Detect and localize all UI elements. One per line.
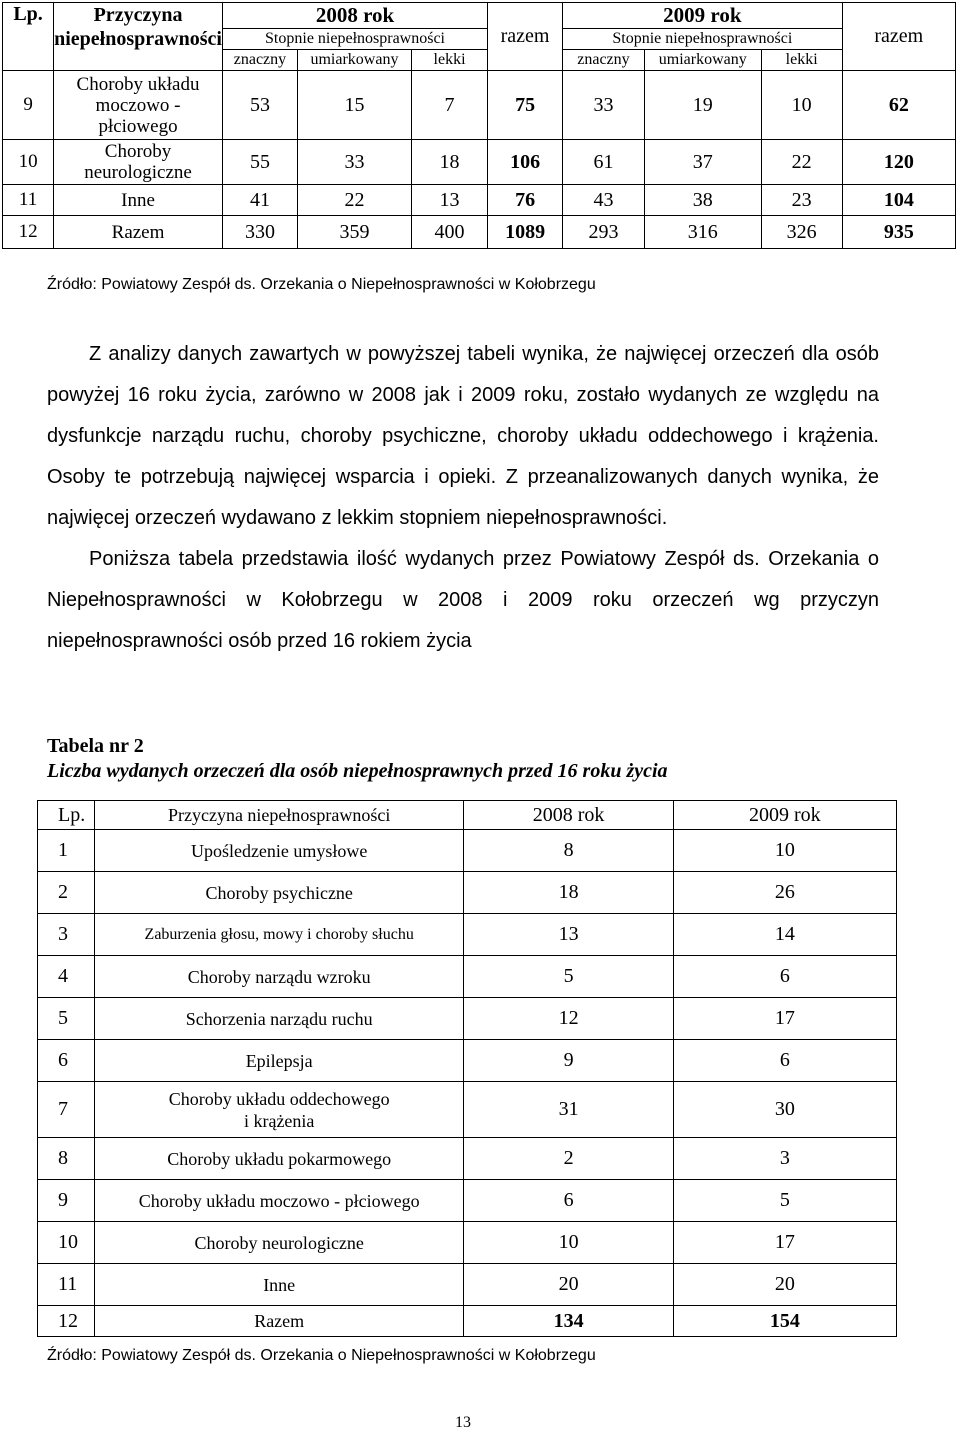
row-lp: 9 bbox=[38, 1180, 95, 1222]
cell: 33 bbox=[298, 140, 412, 185]
table-row bbox=[38, 1306, 897, 1337]
table1-source: Źródło: Powiatowy Zespół ds. Orzekania o Niepełnosprawności w Kołobrzegu bbox=[47, 276, 596, 293]
cell: 23 bbox=[761, 185, 842, 216]
cell-total: 120 bbox=[842, 140, 955, 185]
header-degrees-2008: Stopnie niepełnosprawności bbox=[222, 29, 487, 50]
header-cause: Przyczyna niepełnosprawności bbox=[54, 3, 223, 71]
row-lp: 10 bbox=[38, 1222, 95, 1264]
cell-2009: 5 bbox=[673, 1180, 896, 1222]
cell: 10 bbox=[761, 71, 842, 140]
page-number: 13 bbox=[455, 1414, 471, 1431]
cell: 359 bbox=[298, 216, 412, 249]
header-znaczny-2008: znaczny bbox=[222, 50, 297, 71]
cell: 18 bbox=[411, 140, 487, 185]
cell: 400 bbox=[411, 216, 487, 249]
row-lp: 4 bbox=[38, 956, 95, 998]
table-row bbox=[38, 1082, 897, 1138]
table-row bbox=[38, 1222, 897, 1264]
row-lp: 12 bbox=[38, 1306, 95, 1337]
table-row bbox=[3, 71, 956, 140]
header-lp: Lp. bbox=[3, 3, 54, 71]
cell-2009: 17 bbox=[673, 1222, 896, 1264]
row-lp: 9 bbox=[3, 71, 54, 140]
cell-2008: 18 bbox=[464, 872, 673, 914]
table-row bbox=[3, 216, 956, 249]
header-2008: 2008 rok bbox=[222, 3, 487, 29]
cell: 41 bbox=[222, 185, 297, 216]
row-cause: Choroby układu oddechowego i krążenia bbox=[94, 1082, 463, 1138]
row-cause: Choroby neurologiczne bbox=[94, 1222, 463, 1264]
table-row bbox=[38, 998, 897, 1040]
cell-total: 106 bbox=[488, 140, 563, 185]
cell-2009: 10 bbox=[673, 830, 896, 872]
cell-2008: 10 bbox=[464, 1222, 673, 1264]
row-lp: 11 bbox=[3, 185, 54, 216]
table-row bbox=[38, 830, 897, 872]
row-cause: Zaburzenia głosu, mowy i choroby słuchu bbox=[94, 914, 463, 956]
table-row bbox=[38, 872, 897, 914]
row-cause: Choroby neurologiczne bbox=[54, 140, 223, 185]
row-lp: 3 bbox=[38, 914, 95, 956]
row-lp: 6 bbox=[38, 1040, 95, 1082]
cell-total: 935 bbox=[842, 216, 955, 249]
row-cause: Inne bbox=[54, 185, 223, 216]
table-row bbox=[3, 140, 956, 185]
table-header-row bbox=[38, 801, 897, 830]
paragraph-2: Poniższa tabela przedstawia ilość wydanych przez Powiatowy Zespół ds. Orzekania o Niepełnosprawności w Kołobrzegu w 2008 i 2009 roku orzeczeń wg przyczyn niepełnosprawności osób przed 16 rokiem życia bbox=[47, 548, 879, 652]
table2-subtitle: Liczba wydanych orzeczeń dla osób niepełnosprawnych przed 16 roku życia bbox=[47, 760, 668, 782]
cell-2009-total: 154 bbox=[673, 1306, 896, 1337]
cell-2009: 3 bbox=[673, 1138, 896, 1180]
cell-total: 75 bbox=[488, 71, 563, 140]
cell-2008: 5 bbox=[464, 956, 673, 998]
header-znaczny-2009: znaczny bbox=[563, 50, 645, 71]
cell: 326 bbox=[761, 216, 842, 249]
row-lp: 1 bbox=[38, 830, 95, 872]
disability-table-over-16 bbox=[2, 2, 956, 249]
header-2008: 2008 rok bbox=[464, 801, 673, 830]
cell: 55 bbox=[222, 140, 297, 185]
table-row bbox=[3, 185, 956, 216]
table2-title: Tabela nr 2 bbox=[47, 735, 144, 757]
cell: 13 bbox=[411, 185, 487, 216]
cell: 38 bbox=[644, 185, 761, 216]
header-razem-2009: razem bbox=[842, 3, 955, 71]
cell-2008: 12 bbox=[464, 998, 673, 1040]
row-cause: Epilepsja bbox=[94, 1040, 463, 1082]
table2-source: Źródło: Powiatowy Zespół ds. Orzekania o Niepełnosprawności w Kołobrzegu bbox=[47, 1347, 596, 1364]
header-lp: Lp. bbox=[38, 801, 95, 830]
header-umiarkowany-2009: umiarkowany bbox=[644, 50, 761, 71]
cell: 7 bbox=[411, 71, 487, 140]
row-lp: 2 bbox=[38, 872, 95, 914]
cell-2008: 20 bbox=[464, 1264, 673, 1306]
row-cause: Choroby układu moczowo - płciowego bbox=[54, 71, 223, 140]
header-degrees-2009: Stopnie niepełnosprawności bbox=[563, 29, 843, 50]
header-2009: 2009 rok bbox=[563, 3, 843, 29]
cell-2008: 2 bbox=[464, 1138, 673, 1180]
row-lp: 11 bbox=[38, 1264, 95, 1306]
row-cause: Razem bbox=[94, 1306, 463, 1337]
row-cause: Razem bbox=[54, 216, 223, 249]
cell-total: 104 bbox=[842, 185, 955, 216]
row-cause: Choroby psychiczne bbox=[94, 872, 463, 914]
cell-2009: 26 bbox=[673, 872, 896, 914]
header-lekki-2009: lekki bbox=[761, 50, 842, 71]
row-cause: Inne bbox=[94, 1264, 463, 1306]
cell: 37 bbox=[644, 140, 761, 185]
cell: 22 bbox=[298, 185, 412, 216]
cell-2008: 31 bbox=[464, 1082, 673, 1138]
cell-total: 1089 bbox=[488, 216, 563, 249]
header-lekki-2008: lekki bbox=[411, 50, 487, 71]
row-lp: 8 bbox=[38, 1138, 95, 1180]
row-cause: Choroby układu moczowo - płciowego bbox=[94, 1180, 463, 1222]
cell-2008: 9 bbox=[464, 1040, 673, 1082]
table-row bbox=[38, 1040, 897, 1082]
cell-2009: 20 bbox=[673, 1264, 896, 1306]
row-lp: 5 bbox=[38, 998, 95, 1040]
row-cause: Choroby układu pokarmowego bbox=[94, 1138, 463, 1180]
cell: 43 bbox=[563, 185, 645, 216]
header-cause: Przyczyna niepełnosprawności bbox=[94, 801, 463, 830]
cell: 61 bbox=[563, 140, 645, 185]
cell-total: 76 bbox=[488, 185, 563, 216]
cell-total: 62 bbox=[842, 71, 955, 140]
table-row bbox=[38, 956, 897, 998]
cell: 330 bbox=[222, 216, 297, 249]
table-row bbox=[38, 1138, 897, 1180]
cell-2009: 17 bbox=[673, 998, 896, 1040]
row-cause: Schorzenia narządu ruchu bbox=[94, 998, 463, 1040]
cell-2008-total: 134 bbox=[464, 1306, 673, 1337]
disability-table-under-16 bbox=[37, 800, 897, 1337]
cell-2009: 6 bbox=[673, 1040, 896, 1082]
cell-2008: 8 bbox=[464, 830, 673, 872]
cell-2008: 6 bbox=[464, 1180, 673, 1222]
table-row bbox=[38, 1264, 897, 1306]
row-cause: Upośledzenie umysłowe bbox=[94, 830, 463, 872]
table-row bbox=[38, 914, 897, 956]
row-lp: 7 bbox=[38, 1082, 95, 1138]
table-row bbox=[38, 1180, 897, 1222]
cell-2009: 6 bbox=[673, 956, 896, 998]
cell: 22 bbox=[761, 140, 842, 185]
row-lp: 12 bbox=[3, 216, 54, 249]
cell: 293 bbox=[563, 216, 645, 249]
cell-2009: 30 bbox=[673, 1082, 896, 1138]
paragraph-1: Z analizy danych zawartych w powyższej tabeli wynika, że najwięcej orzeczeń dla osób powyżej 16 roku życia, zarówno w 2008 jak i 2009 roku, zostało wydanych ze względu na dysfunkcje narządu ruchu, choroby psychiczne, choroby układu oddechowego i krążenia. Osoby te potrzebują najwięcej wsparcia i opieki. Z przeanalizowanych danych wynika, że najwięcej orzeczeń wydawano z lekkim stopniem niepełnosprawności. bbox=[47, 343, 879, 529]
cell: 53 bbox=[222, 71, 297, 140]
header-umiarkowany-2008: umiarkowany bbox=[298, 50, 412, 71]
header-2009: 2009 rok bbox=[673, 801, 896, 830]
cell: 316 bbox=[644, 216, 761, 249]
cell: 19 bbox=[644, 71, 761, 140]
cell-2009: 14 bbox=[673, 914, 896, 956]
cell: 33 bbox=[563, 71, 645, 140]
row-lp: 10 bbox=[3, 140, 54, 185]
cell-2008: 13 bbox=[464, 914, 673, 956]
analysis-paragraph bbox=[47, 334, 879, 662]
cell: 15 bbox=[298, 71, 412, 140]
row-cause: Choroby narządu wzroku bbox=[94, 956, 463, 998]
header-razem-2008: razem bbox=[488, 3, 563, 71]
